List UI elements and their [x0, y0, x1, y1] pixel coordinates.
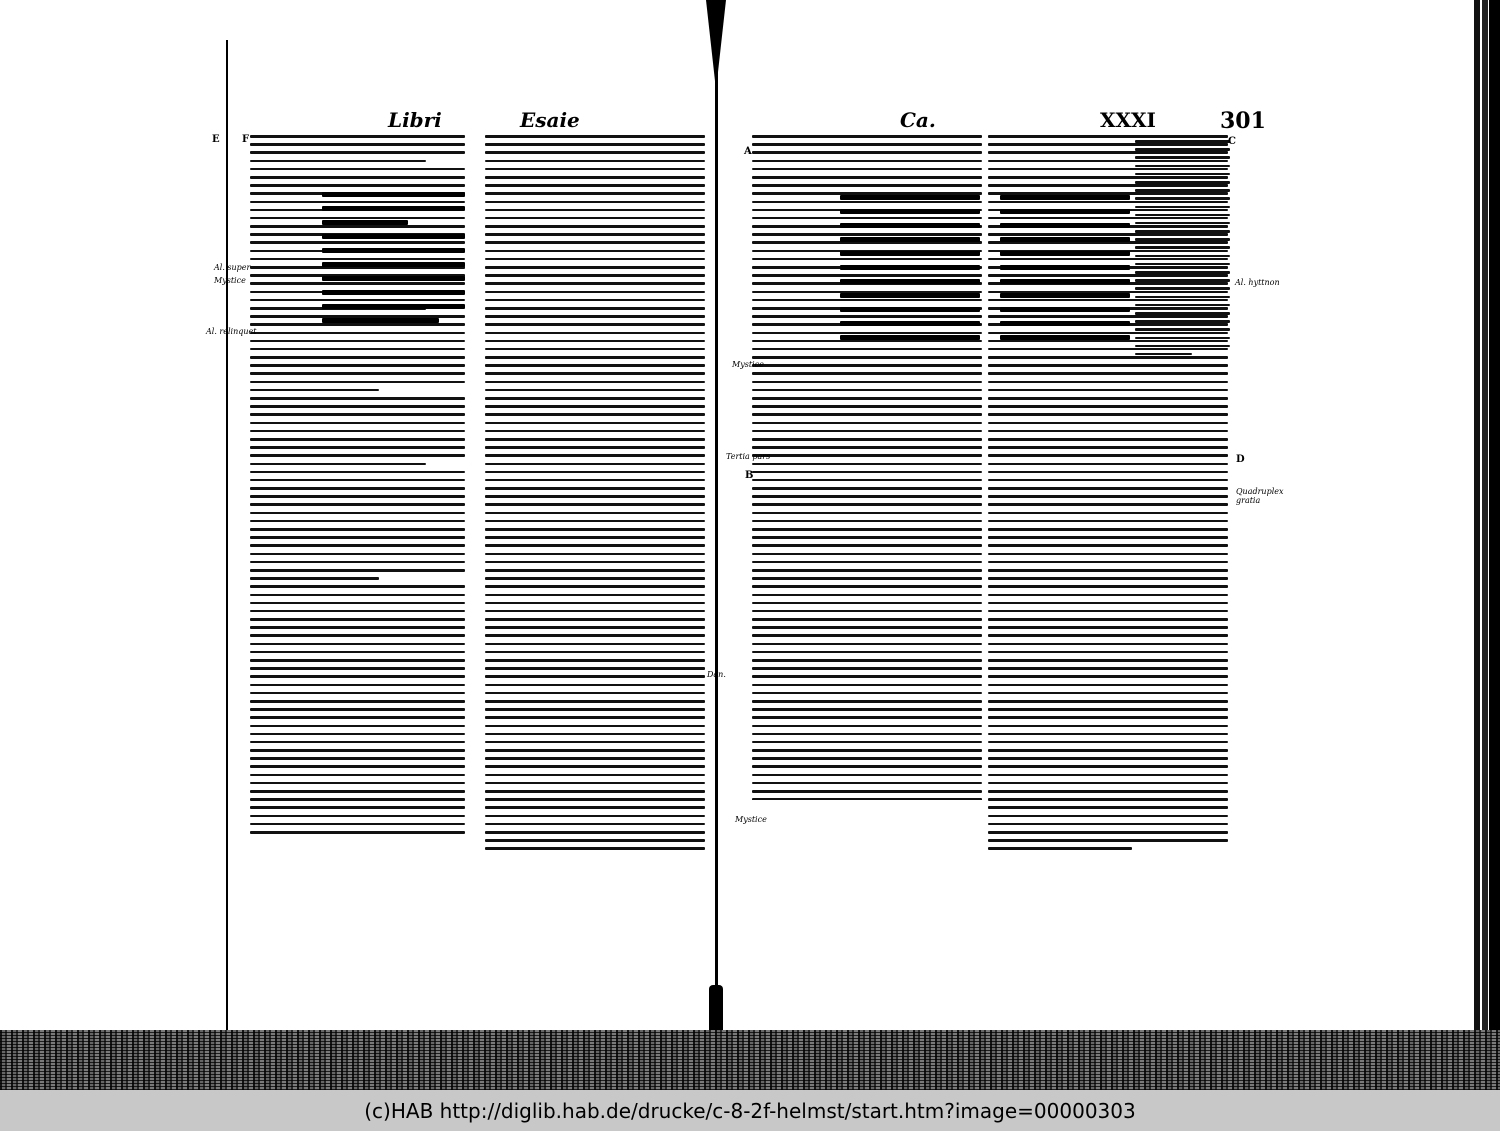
- copyright-footer: [0, 1090, 1500, 1131]
- margin-note-2: Mystice: [214, 276, 246, 285]
- left-page-column-2: [485, 135, 705, 855]
- scan-edge-border: [1474, 0, 1500, 1090]
- margin-note-1: Al. super: [214, 263, 251, 272]
- folio-number: 301: [1220, 108, 1266, 134]
- section-letter-d: D: [1236, 454, 1245, 465]
- copyright-text: (c)HAB http://diglib.hab.de/drucke/c-8-2f-helmst/start.htm?image=00000303: [364, 1098, 1136, 1123]
- margin-note-7: Mystice: [732, 360, 764, 369]
- margin-note-5: Mystice: [735, 815, 767, 824]
- margin-note-9: Dan.: [707, 670, 726, 679]
- section-letter-b: B: [745, 470, 754, 481]
- right-page-gloss-column: [1135, 140, 1230, 390]
- left-page-edge: [226, 40, 228, 1030]
- running-head-right-2: XXXI: [1100, 108, 1156, 132]
- left-margin: [0, 0, 140, 1090]
- margin-note-8: Tertia pars: [726, 452, 771, 461]
- running-head-right-1: Ca.: [900, 108, 936, 132]
- section-letter-a: A: [744, 146, 752, 157]
- running-head-left-1: Libri: [388, 108, 442, 132]
- section-letter-c: C: [1228, 136, 1236, 147]
- right-page-text-block-1: [840, 195, 980, 365]
- margin-note-4: Al. hyttnon: [1235, 278, 1280, 287]
- margin-note-6: Quadruplex gratia: [1236, 487, 1284, 505]
- scan-bottom-noise: [0, 1030, 1500, 1090]
- book-spine: [706, 0, 726, 1045]
- margin-note-3: Al. relinquet: [206, 327, 257, 336]
- running-head-left-2: Esaie: [520, 108, 580, 132]
- section-letter-e: E: [212, 134, 220, 145]
- section-letter-f: F: [242, 134, 250, 145]
- left-page-text-block: [322, 192, 465, 342]
- right-page-text-block-2: [1000, 195, 1130, 365]
